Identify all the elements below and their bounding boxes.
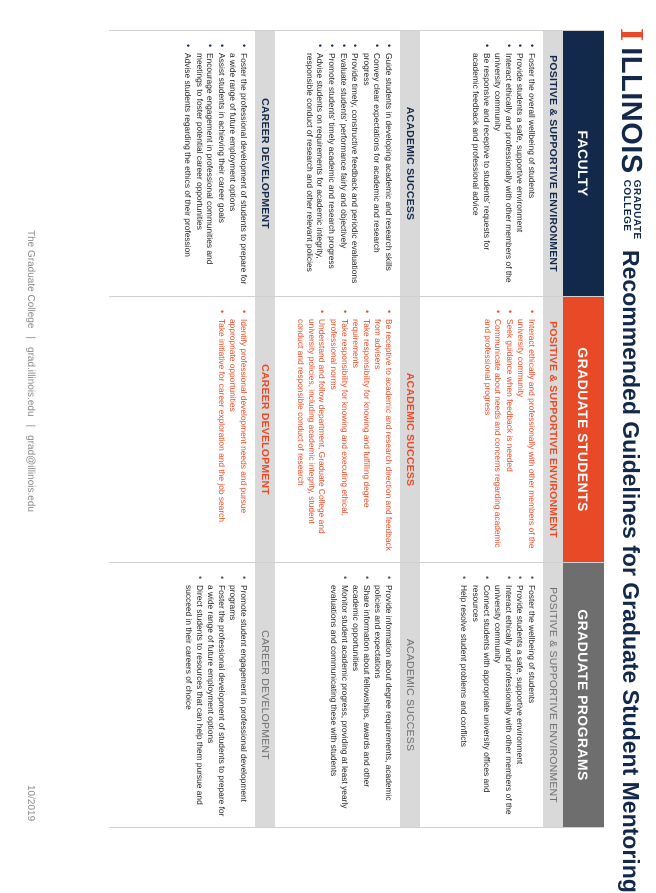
section-career bbox=[129, 563, 275, 827]
block-i-icon: I bbox=[613, 28, 650, 42]
list-item: • Promote student engagement in professional development programs bbox=[228, 585, 249, 817]
list-item: • Connect students with appropriate university offices and resources bbox=[470, 585, 491, 817]
list-item: • Provide students a safe, supportive environment bbox=[515, 585, 526, 817]
list-item: • Provide information about degree requirements, academic policies and expectations bbox=[373, 585, 394, 817]
bullet-list bbox=[216, 297, 249, 562]
column-graduate-students bbox=[109, 296, 604, 562]
bullet-list bbox=[182, 31, 249, 296]
list-item: • Encourage engagement in professional communities and meetings to foster potential career opportunities bbox=[194, 53, 215, 286]
list-item: • Understand and follow department, Graduate College and university policies, including academic integrity, student conduct and responsible conduct of research bbox=[296, 319, 328, 552]
list-item: • Interact ethically and professionally with other members of the university community bbox=[493, 585, 514, 817]
logo-sub-bottom: COLLEGE bbox=[621, 179, 632, 232]
list-item: • Help resolve student problems and conflicts bbox=[459, 585, 470, 817]
section-environment bbox=[420, 563, 563, 827]
bullet-list bbox=[183, 563, 249, 827]
list-item: • Evaluate students' performance fairly and objectively bbox=[338, 53, 349, 286]
list-item: • Advise students on requirements for academic integrity, responsible conduct of research and other relevant policies bbox=[304, 53, 325, 286]
list-item: • Take responsibility for knowing and fulfilling degree requirements bbox=[351, 319, 372, 552]
list-item: • Take initiative for career exploration and the job search bbox=[216, 319, 227, 552]
list-item: • Interact ethically and professionally with other members of the university community bbox=[493, 53, 514, 286]
section-environment bbox=[420, 297, 563, 562]
section-career bbox=[129, 297, 275, 562]
footer-email[interactable]: grad@illinois.edu bbox=[25, 435, 36, 512]
list-item: • Guide students in developing academic and research skills bbox=[383, 53, 394, 286]
bullet-list bbox=[304, 31, 394, 296]
logo-wordmark: ILLINOIS bbox=[615, 47, 648, 174]
list-item: • Seek guidance when feedback is needed bbox=[504, 319, 515, 552]
list-item: • Foster the professional development of students to prepare for a wide range of future employment options bbox=[206, 585, 227, 817]
column-heading: GRADUATE STUDENTS bbox=[563, 297, 604, 562]
column-graduate-programs bbox=[109, 562, 604, 828]
bullet-list bbox=[470, 31, 537, 296]
section-title: POSITIVE & SUPPORTIVE ENVIRONMENT bbox=[543, 563, 563, 827]
footer-separator: | bbox=[25, 336, 36, 340]
list-item: • Foster the overall wellbeing of students bbox=[526, 53, 537, 286]
list-item: • Identify professional development needs and pursue appropriate opportunities bbox=[228, 319, 249, 552]
bullet-list bbox=[328, 563, 394, 827]
list-item: • Be receptive to academic and research direction and feedback from advisers bbox=[373, 319, 394, 552]
bullet-list bbox=[482, 297, 537, 562]
section-title: ACADEMIC SUCCESS bbox=[400, 31, 420, 296]
bullet-list bbox=[296, 297, 394, 562]
list-item: • Convey clear expectations for academic and research progress bbox=[361, 53, 382, 286]
bullet-list bbox=[459, 563, 537, 827]
footer-org: The Graduate College bbox=[25, 230, 36, 329]
column-heading: GRADUATE PROGRAMS bbox=[563, 563, 604, 827]
illinois-graduate-college-logo bbox=[614, 28, 648, 240]
list-item: • Share information about fellowships, awards and other academic opportunities bbox=[351, 585, 372, 817]
section-title: POSITIVE & SUPPORTIVE ENVIRONMENT bbox=[543, 297, 563, 562]
section-academic bbox=[275, 31, 420, 296]
logo-sub-top: GRADUATE bbox=[631, 179, 642, 240]
list-item: • Direct students to resources that can help them pursue and succeed in their careers of choice bbox=[183, 585, 204, 817]
section-academic bbox=[275, 297, 420, 562]
list-item: • Monitor student academic progress, providing at least yearly evaluations and communicating these with students bbox=[328, 585, 349, 817]
footer-separator: | bbox=[25, 424, 36, 428]
column-faculty bbox=[109, 30, 604, 296]
revision-date: 10/2019 bbox=[25, 785, 36, 822]
column-heading: FACULTY bbox=[563, 31, 604, 296]
section-title: CAREER DEVELOPMENT bbox=[255, 297, 275, 562]
section-academic bbox=[275, 563, 420, 827]
section-career bbox=[129, 31, 275, 296]
list-item: • Be responsive and receptive to students' requests for academic feedback and professional advice bbox=[470, 53, 491, 286]
section-title: ACADEMIC SUCCESS bbox=[400, 563, 420, 827]
section-title: POSITIVE & SUPPORTIVE ENVIRONMENT bbox=[543, 31, 563, 296]
logo-subtitle bbox=[621, 180, 641, 240]
footer-website[interactable]: grad.illinois.edu bbox=[25, 347, 36, 417]
guidelines-table bbox=[109, 30, 604, 828]
list-item: • Advise students regarding the ethics of their profession bbox=[182, 53, 193, 286]
list-item: • Communicate about needs and concerns regarding academic and professional progress bbox=[482, 319, 503, 552]
footer bbox=[25, 230, 36, 512]
list-item: • Provide students a safe, supportive environment bbox=[515, 53, 526, 286]
page-title: Recommended Guidelines for Graduate Student Mentoring bbox=[618, 250, 644, 893]
list-item: • Promote students' timely academic and research progress bbox=[326, 53, 337, 286]
section-title: CAREER DEVELOPMENT bbox=[255, 563, 275, 827]
list-item: • Foster the wellbeing of students bbox=[526, 585, 537, 817]
section-title: CAREER DEVELOPMENT bbox=[255, 31, 275, 296]
section-environment bbox=[420, 31, 563, 296]
section-title: ACADEMIC SUCCESS bbox=[400, 297, 420, 562]
list-item: • Take responsibility for knowing and executing ethical, professional norms bbox=[328, 319, 349, 552]
list-item: • Interact ethically and professionally with other members of the university community bbox=[516, 319, 537, 552]
list-item: • Assist students in achieving their career goals bbox=[216, 53, 227, 286]
list-item: • Foster the professional development of students to prepare for a wide range of future employment options bbox=[228, 53, 249, 286]
list-item: • Provide timely, constructive feedback and periodic evaluations bbox=[350, 53, 361, 286]
